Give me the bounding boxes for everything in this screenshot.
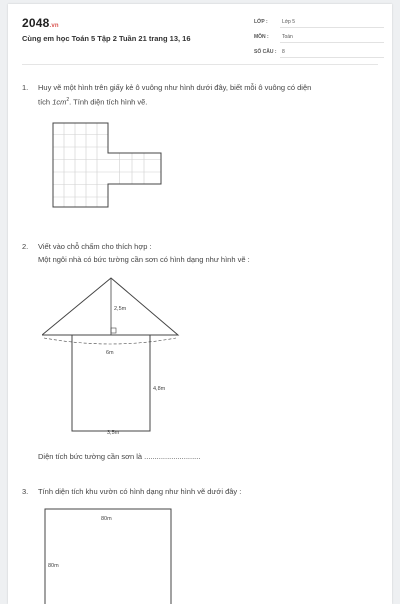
question-2-line-1: Viết vào chỗ chấm cho thích hợp :	[38, 242, 152, 251]
base-brace	[44, 338, 176, 344]
meta-value: Toán	[282, 34, 293, 40]
garden-figure	[44, 508, 172, 604]
meta-class-row	[254, 19, 384, 29]
roof-triangle	[42, 278, 178, 335]
house-figure	[42, 272, 192, 440]
question-2-text	[38, 240, 388, 266]
grid-figure	[52, 122, 162, 208]
meta-label: MÔN :	[254, 34, 269, 40]
question-1-line-2	[38, 94, 388, 109]
meta-underline	[280, 57, 384, 58]
question-1-line-1: Huy vẽ một hình trên giấy kẻ ô vuông như hình dưới đây, biết mỗi ô vuông có diện	[38, 83, 312, 92]
label-base: 6m	[106, 350, 114, 356]
meta-underline	[280, 27, 384, 28]
meta-underline	[280, 42, 384, 43]
meta-value: Lớp 5	[282, 19, 296, 25]
question-1-text	[38, 81, 388, 109]
question-1-line-2-post: . Tính diện tích hình vẽ.	[69, 97, 148, 107]
unit-exponent: 2	[66, 97, 70, 103]
right-angle-mark	[111, 328, 116, 333]
label-wall-height: 4,8m	[153, 386, 166, 392]
label-garden-top: 80m	[101, 516, 112, 522]
question-3-text: Tính diện tích khu vườn có hình dạng như hình vẽ dưới đây :	[38, 487, 242, 496]
grid-lines	[53, 123, 161, 207]
logo-text: 2048	[22, 16, 50, 30]
garden-outline	[45, 509, 171, 604]
logo-suffix: .vn	[49, 23, 59, 29]
meta-count-row	[254, 49, 384, 59]
header-divider	[22, 64, 378, 65]
shape-outline	[53, 123, 161, 207]
label-roof-height: 2,5m	[114, 306, 127, 312]
worksheet-page	[8, 4, 392, 604]
meta-label: SỐ CÂU :	[254, 49, 277, 55]
meta-subject-row	[254, 34, 384, 44]
meta-label: LỚP :	[254, 19, 268, 25]
worksheet-title: Cùng em học Toán 5 Tập 2 Tuần 21 trang 13, 16	[22, 34, 191, 43]
question-2-line-2: Một ngôi nhà có bức tường cần sơn có hình dạng như hình vẽ :	[38, 255, 250, 264]
question-2-number: 2.	[22, 242, 29, 251]
meta-value: 8	[282, 49, 285, 55]
unit-cm: 1cm	[52, 97, 67, 107]
question-1-line-2-pre: tích	[38, 97, 53, 107]
label-wall-width: 3,5m	[107, 430, 120, 436]
question-2-answer-line[interactable]: Diện tích bức tường cần sơn là ...........................	[38, 452, 201, 461]
label-garden-left: 80m	[48, 563, 59, 569]
site-logo[interactable]	[22, 16, 59, 30]
question-3-number: 3.	[22, 487, 29, 496]
question-1-number: 1.	[22, 83, 29, 92]
